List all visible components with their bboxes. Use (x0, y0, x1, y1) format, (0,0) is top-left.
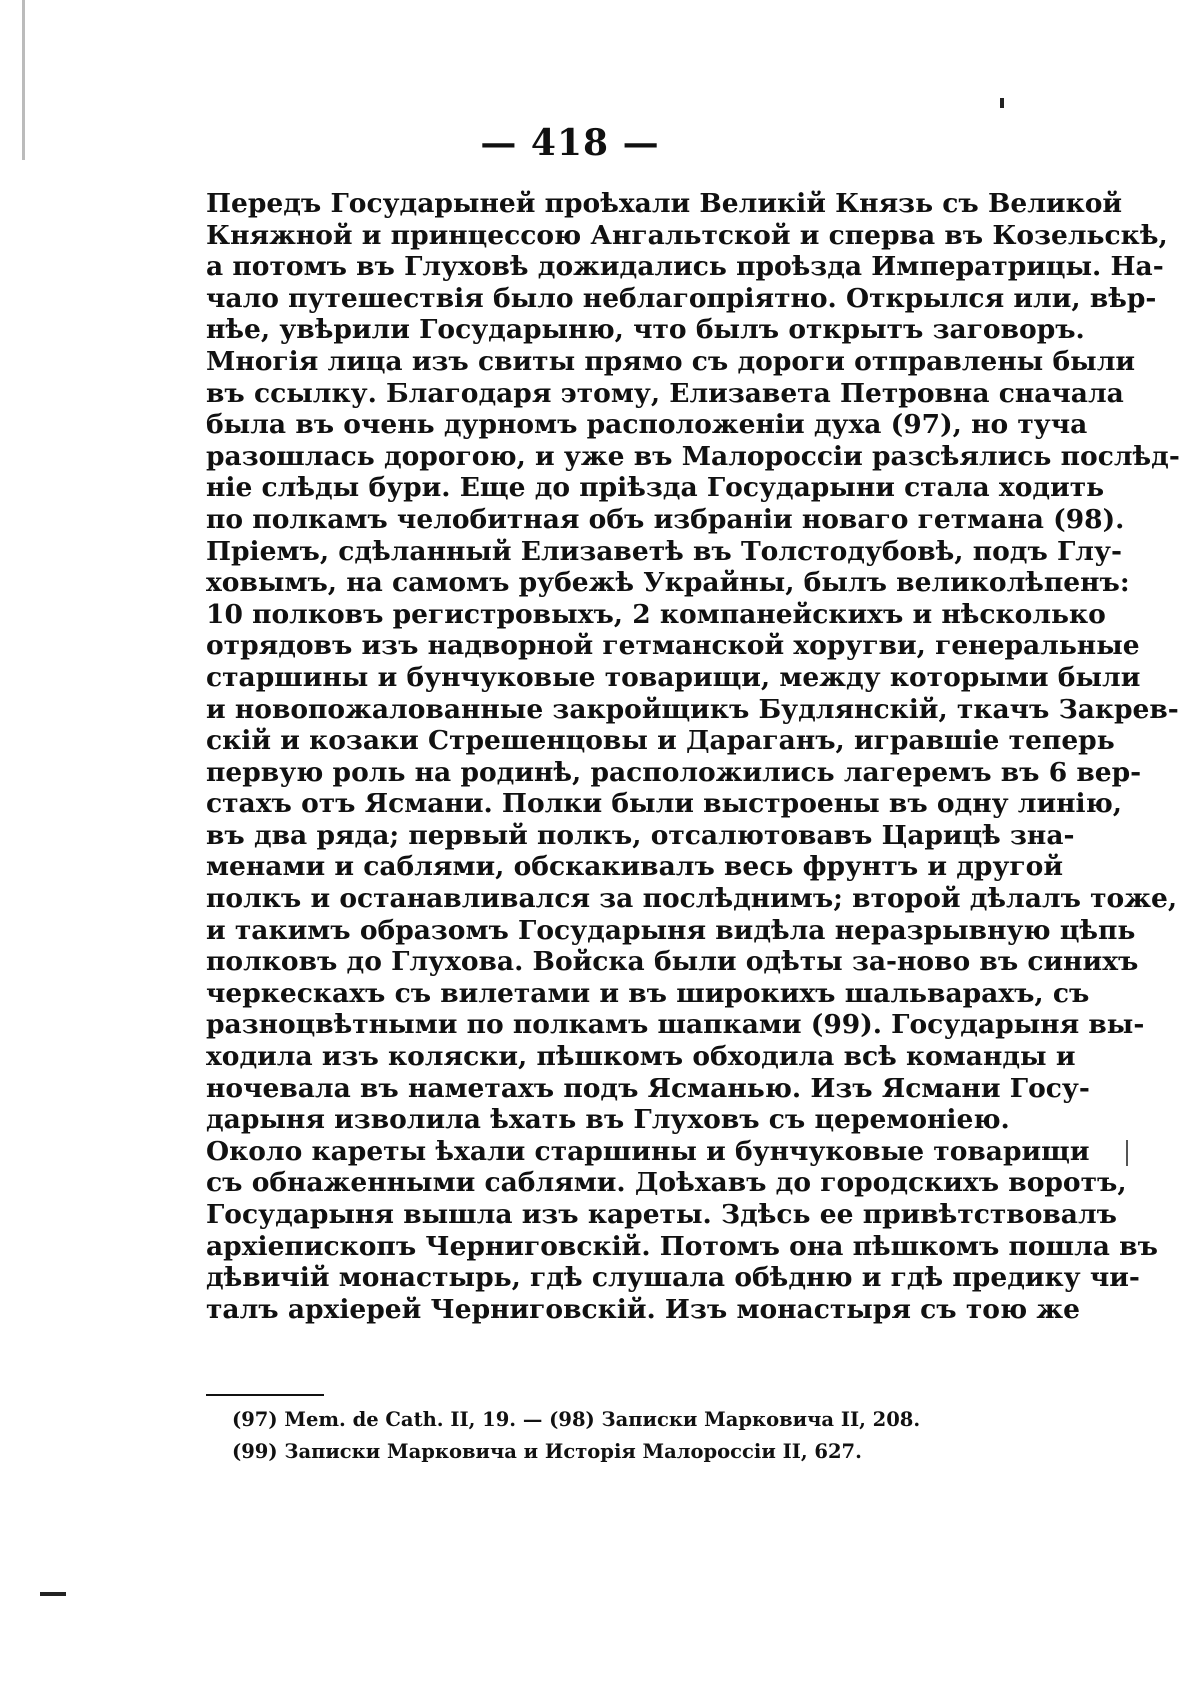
text-line: въ два ряда; первый полкъ, отсалютовавъ Царицѣ зна- (206, 819, 1075, 851)
text-line: Около кареты ѣхали старшины и бунчуковые товарищи (206, 1135, 1090, 1167)
text-line: ночевала въ наметахъ подъ Ясманью. Изъ Ясмани Госу- (206, 1072, 1090, 1104)
text-line: Государыня вышла изъ кареты. Здѣсь ее привѣтствовалъ (206, 1199, 1117, 1230)
text-line: Пріемъ, сдѣланный Елизаветѣ въ Толстодубовѣ, подъ Глу- (206, 535, 1122, 567)
footnote: (99) Записки Марковича и Исторія Малороссіи II, 627. (232, 1440, 862, 1463)
text-line: разноцвѣтными по полкамъ шапками (99). Государыня вы- (206, 1009, 1145, 1041)
text-line: полковъ до Глухова. Войска были одѣты за-ново въ синихъ (206, 946, 1139, 978)
text-line: скій и козаки Стрешенцовы и Дараганъ, игравшіе теперь (206, 725, 1115, 757)
text-line: въ ссылку. Благодаря этому, Елизавета Петровна сначала (206, 377, 1124, 409)
text-line: Передъ Государыней проѣхали Великій Князь съ Великой (206, 188, 1123, 219)
text-line: и такимъ образомъ Государыня видѣла неразрывную цѣпь (206, 914, 1136, 946)
text-line: первую роль на родинѣ, расположились лагеремъ въ 6 вер- (206, 756, 1142, 788)
text-line: была въ очень дурномъ расположеніи духа (97), но туча (206, 409, 1088, 441)
text-line: нѣе, увѣрили Государыню, что былъ открытъ заговоръ. (206, 314, 1085, 346)
page-number: — 418 — (480, 122, 660, 164)
footnote-divider (206, 1394, 324, 1396)
scan-speck (40, 1592, 66, 1596)
text-line: отрядовъ изъ надворной гетманской хоругви, генеральные (206, 630, 1140, 662)
text-line: ніе слѣды бури. Еще до пріѣзда Государыни стала ходить (206, 472, 1105, 504)
text-line: съ обнаженными саблями. Доѣхавъ до городскихъ воротъ, (206, 1167, 1127, 1199)
text-line: 10 полковъ регистровыхъ, 2 компанейскихъ и нѣсколько (206, 598, 1106, 630)
scan-speck (1000, 98, 1004, 108)
text-line: талъ архіерей Черниговскій. Изъ монастыря съ тою же (206, 1293, 1080, 1325)
text-line: дарыня изволила ѣхать въ Глуховъ съ церемоніею. (206, 1104, 1010, 1136)
footnote: (97) Mem. de Cath. II, 19. — (98) Записки Марковича II, 208. (232, 1408, 921, 1431)
text-line: архіепископъ Черниговскій. Потомъ она пѣшкомъ пошла въ (206, 1230, 1158, 1262)
text-line: стахъ отъ Ясмани. Полки были выстроены въ одну линію, (206, 788, 1123, 820)
text-line: полкъ и останавливался за послѣднимъ; второй дѣлалъ тоже, (206, 883, 1178, 915)
text-line: а потомъ въ Глуховѣ дожидались проѣзда Императрицы. На- (206, 251, 1164, 283)
text-line: менами и саблями, обскакивалъ весь фрунтъ и другой (206, 851, 1063, 883)
text-line: и новопожалованные закройщикъ Будлянскій, ткачъ Закрев- (206, 693, 1179, 725)
footnotes (232, 1404, 1012, 1468)
text-line: ходила изъ коляски, пѣшкомъ обходила всѣ команды и (206, 1041, 1076, 1073)
text-line: дѣвичій монастырь, гдѣ слушала обѣдню и гдѣ предику чи- (206, 1262, 1140, 1294)
scan-speck (1126, 1140, 1128, 1166)
text-line: Княжной и принцессою Ангальтской и сперва въ Козельскѣ, (206, 219, 1168, 251)
text-line: Многія лица изъ свиты прямо съ дороги отправлены были (206, 345, 1136, 377)
text-line: разошлась дорогою, и уже въ Малороссіи разсѣялись послѣд- (206, 440, 1180, 472)
text-line: ховымъ, на самомъ рубежѣ Украйны, былъ великолѣпенъ: (206, 567, 1130, 599)
text-line: черкескахъ съ вилетами и въ широкихъ шальварахъ, съ (206, 977, 1090, 1009)
text-line: старшины и бунчуковые товарищи, между которыми были (206, 661, 1141, 693)
text-line: чало путешествія было неблагопріятно. Открылся или, вѣр- (206, 282, 1157, 314)
text-line: по полкамъ челобитная объ избраніи новаго гетмана (98). (206, 503, 1125, 535)
body-text (206, 188, 1180, 1325)
